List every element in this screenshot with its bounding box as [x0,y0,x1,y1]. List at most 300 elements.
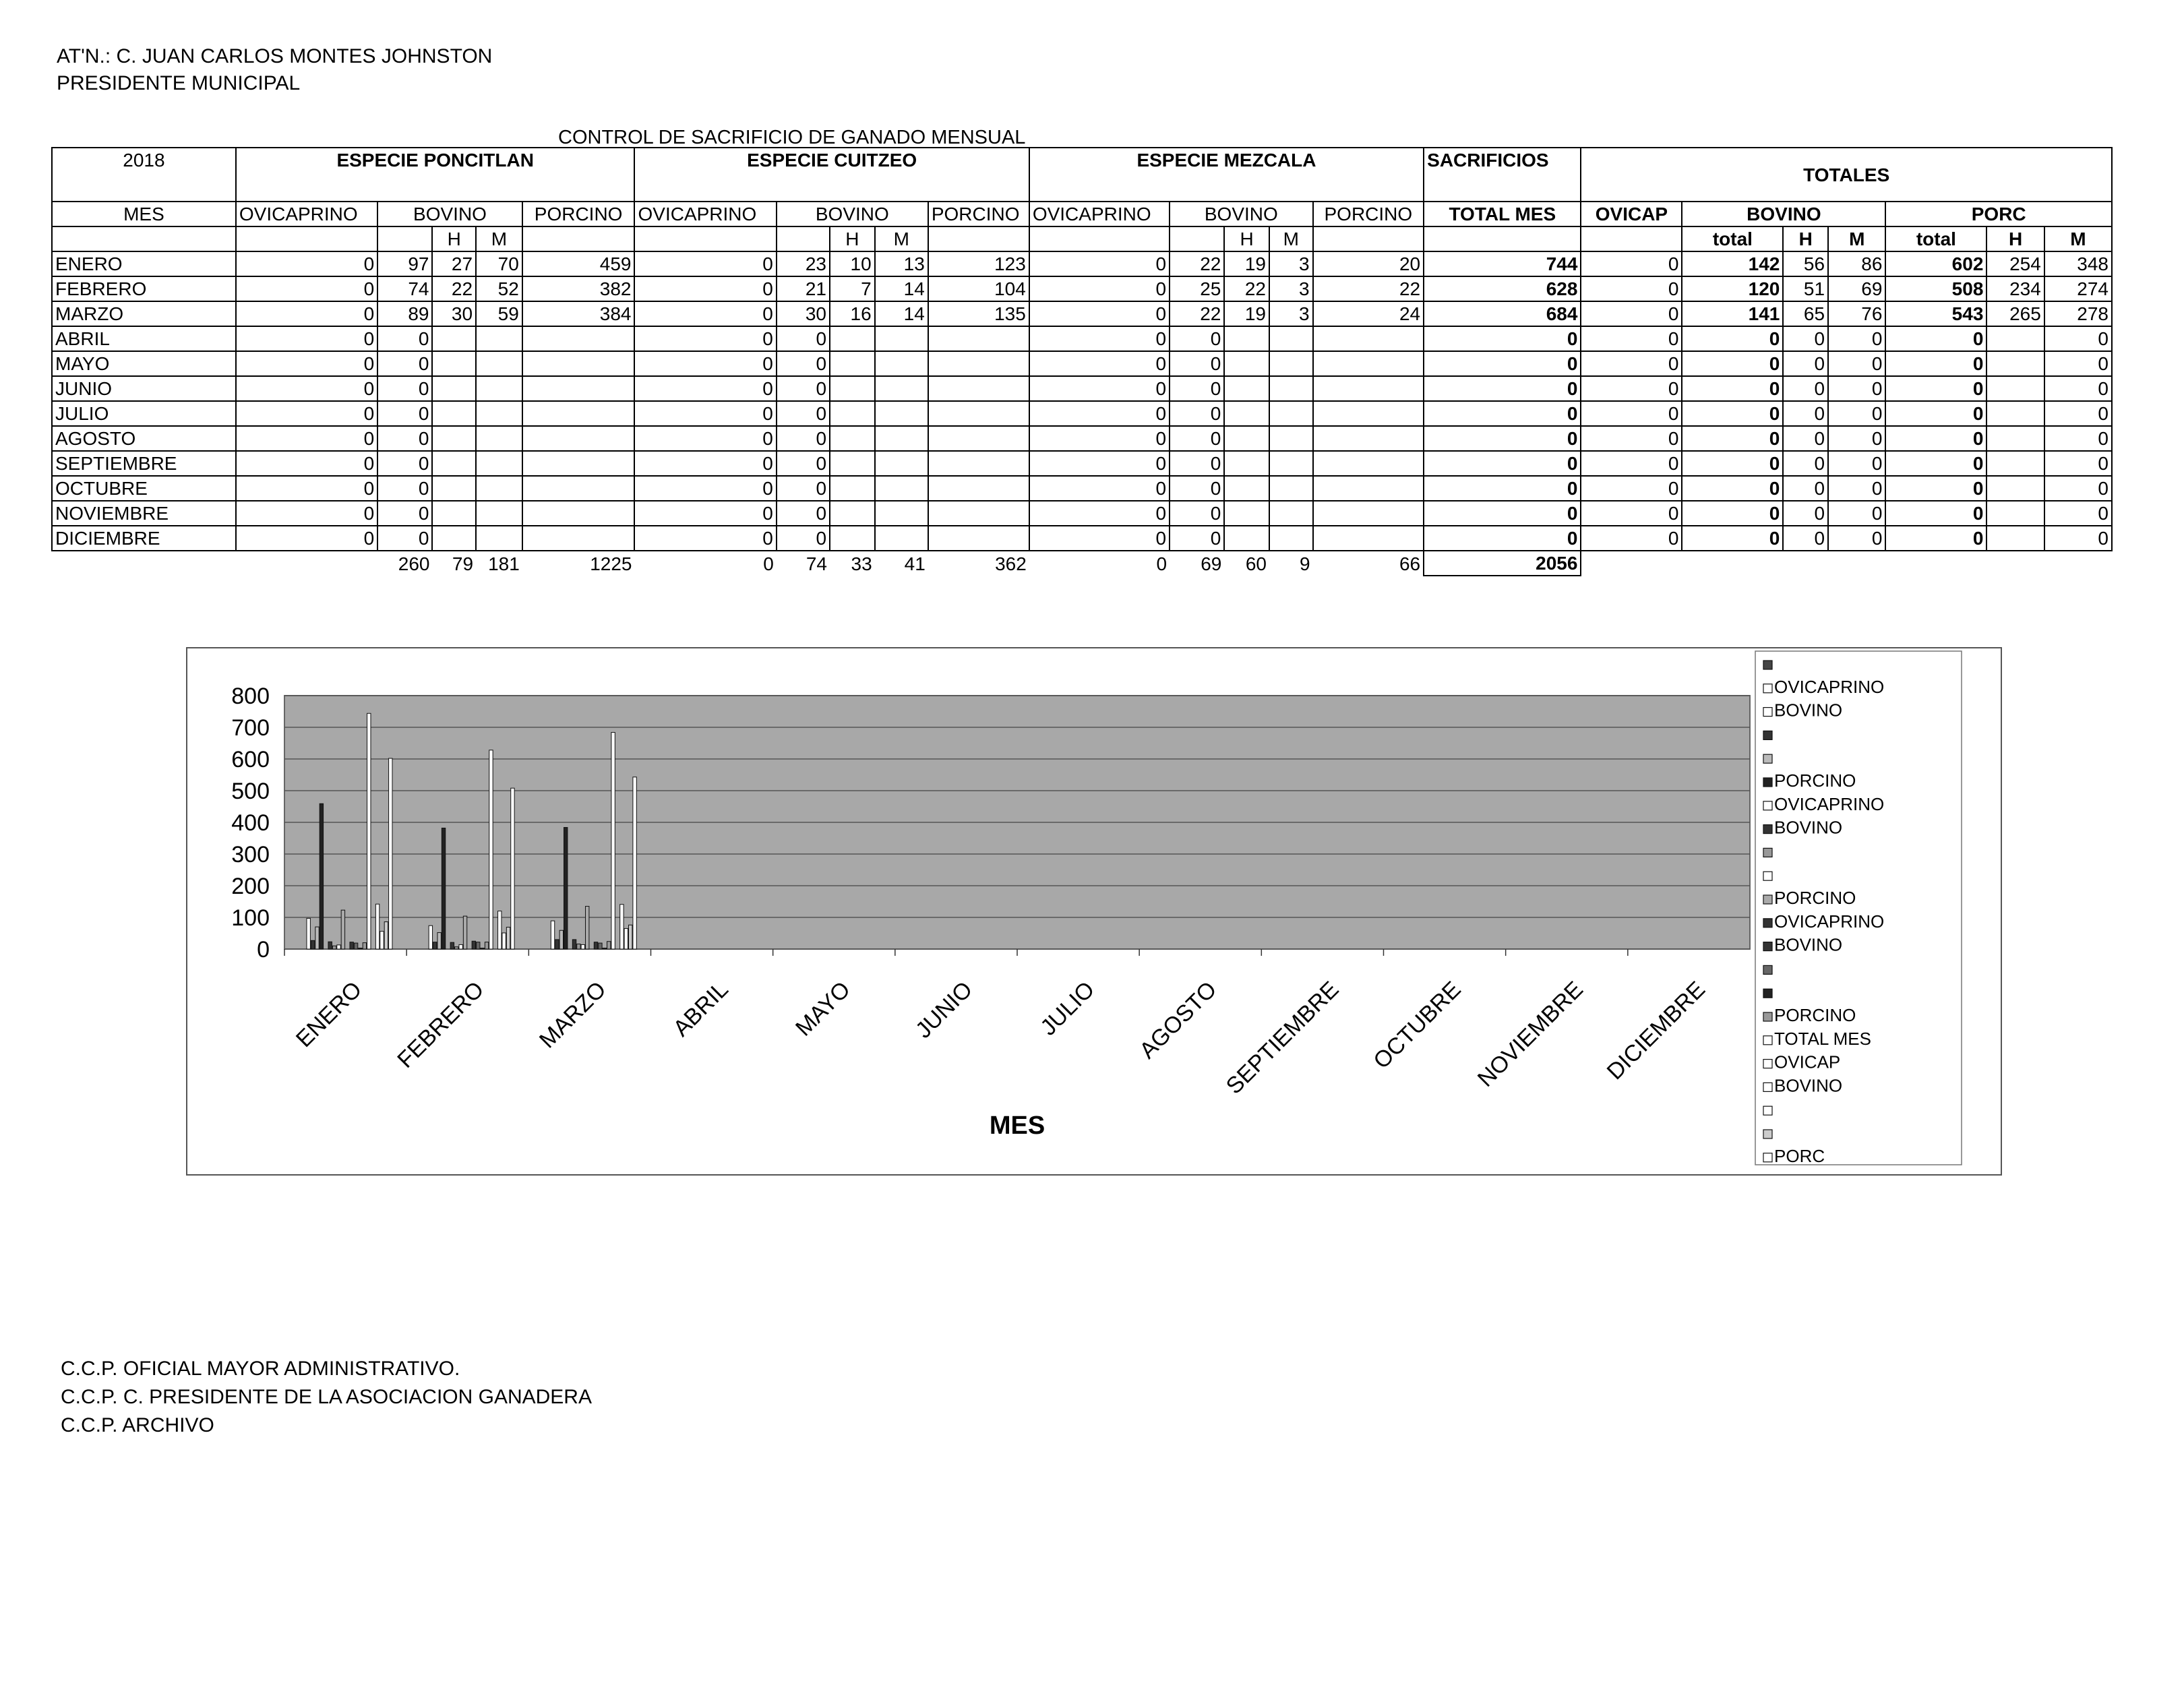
blank-cell [522,226,635,251]
value-cell [522,526,635,551]
x-axis-title: MES [989,1112,1045,1140]
value-cell: 30 [777,301,830,326]
value-cell: 0 [1581,276,1682,301]
value-cell: 0 [1828,351,1885,376]
sum-cell: 1225 [590,553,632,574]
value-cell: 120 [1682,276,1783,301]
bar [599,943,602,949]
value-cell: 0 [1682,501,1783,526]
value-cell: 70 [476,251,522,276]
value-cell: 0 [1581,501,1682,526]
value-cell [1313,326,1424,351]
bar [498,911,502,949]
value-cell: 234 [1986,276,2044,301]
legend-label: OVICAPRINO [1774,676,1885,697]
x-tick-label: OCTUBRE [1368,976,1466,1074]
m-header: M [1269,226,1313,251]
y-tick-label: 700 [231,715,270,741]
bar [594,942,597,949]
value-cell: 25 [1170,276,1224,301]
value-cell: 0 [1029,251,1170,276]
month-label: SEPTIEMBRE [52,451,236,476]
total-mes-header: TOTAL MES [1424,202,1581,226]
value-cell [1986,401,2044,426]
blank-cell [1783,551,1828,576]
attention-line: AT'N.: C. JUAN CARLOS MONTES JOHNSTON [57,45,493,67]
sacrificios-header: SACRIFICIOS [1424,148,1581,202]
value-cell: 0 [1424,401,1581,426]
value-cell: 0 [634,351,776,376]
value-cell: 0 [1828,326,1885,351]
value-cell [522,326,635,351]
value-cell: 0 [2044,326,2112,351]
value-cell [1986,476,2044,501]
value-cell: 0 [1783,351,1828,376]
value-cell [875,476,928,501]
bar [429,925,432,949]
value-cell [432,476,476,501]
value-cell [928,451,1029,476]
month-label: DICIEMBRE [52,526,236,551]
sum-cell: 66 [1399,553,1421,574]
value-cell: 0 [377,351,432,376]
x-tick-label: AGOSTO [1134,976,1222,1064]
value-cell: 104 [928,276,1029,301]
legend-label: BOVINO [1774,934,1843,955]
value-cell [1313,451,1424,476]
value-cell [476,501,522,526]
legend-label: BOVINO [1774,1075,1843,1096]
legend-swatch [1763,1036,1772,1045]
value-cell: 0 [1885,526,1986,551]
value-cell: 0 [1029,351,1170,376]
legend-label: PORCINO [1774,888,1856,908]
blank-cell [1828,551,1885,576]
value-cell [875,451,928,476]
value-cell [875,401,928,426]
value-cell: 348 [2044,251,2112,276]
table-row [52,401,2112,426]
value-cell [830,326,875,351]
blank-cell [1170,226,1224,251]
month-label: ABRIL [52,326,236,351]
value-cell [476,526,522,551]
value-cell [1224,501,1269,526]
h-header: H [432,226,476,251]
value-cell: 0 [1581,476,1682,501]
value-cell: 0 [236,476,377,501]
value-cell [928,376,1029,401]
value-cell: 0 [1424,476,1581,501]
value-cell: 0 [1170,376,1224,401]
value-cell [432,376,476,401]
value-cell: 16 [830,301,875,326]
position-line: PRESIDENTE MUNICIPAL [57,72,301,94]
value-cell: 0 [236,351,377,376]
value-cell: 0 [1581,526,1682,551]
value-cell: 0 [377,426,432,451]
value-cell [1986,451,2044,476]
value-cell [1224,326,1269,351]
legend-label: OVICAP [1774,1052,1841,1072]
legend-swatch [1763,684,1772,693]
value-cell [476,326,522,351]
legend-label: PORCINO [1774,1005,1856,1025]
legend-label: PORCINO [1774,770,1856,791]
y-tick-label: 100 [231,905,270,931]
bar [555,940,559,949]
totales-header: TOTALES [1581,148,2112,202]
value-cell: 27 [432,251,476,276]
value-cell: 0 [1783,326,1828,351]
x-tick-label: NOVIEMBRE [1472,976,1588,1092]
value-cell: 74 [377,276,432,301]
value-cell: 69 [1828,276,1885,301]
porcino-header: PORCINO [522,202,635,226]
value-cell [1269,476,1313,501]
value-cell [1269,376,1313,401]
legend-swatch [1763,919,1772,927]
value-cell: 0 [1029,326,1170,351]
blank-cell [1029,226,1170,251]
value-cell: 0 [1170,351,1224,376]
value-cell: 508 [1885,276,1986,301]
month-label: AGOSTO [52,426,236,451]
sum-cell: 69 [1201,553,1222,574]
bovino-header: BOVINO [377,202,522,226]
value-cell: 0 [236,326,377,351]
value-cell: 97 [377,251,432,276]
value-cell [1986,326,2044,351]
bar [633,777,636,949]
value-cell: 21 [777,276,830,301]
bovino-header: BOVINO [1170,202,1312,226]
bar [363,943,366,949]
blank-cell [236,551,377,576]
value-cell [1269,451,1313,476]
value-cell [1269,426,1313,451]
value-cell: 0 [1581,401,1682,426]
value-cell [875,426,928,451]
value-cell [1986,526,2044,551]
bar [442,828,445,949]
table-row [52,326,2112,351]
value-cell [476,351,522,376]
m-header: M [2044,226,2112,251]
value-cell: 0 [1170,326,1224,351]
value-cell: 0 [1783,501,1828,526]
value-cell: 0 [2044,376,2112,401]
value-cell: 51 [1783,276,1828,301]
sum-cell: 181 [488,553,520,574]
total-subheader: total [1885,226,1986,251]
value-cell: 0 [236,251,377,276]
bar [350,942,353,949]
bar [629,925,632,949]
blank-cell [52,551,236,576]
x-tick-label: DICIEMBRE [1602,976,1711,1085]
bar [359,948,362,949]
x-tick-label: JUNIO [911,976,978,1043]
blank-cell [1424,226,1581,251]
value-cell [522,451,635,476]
value-cell [1313,501,1424,526]
value-cell: 0 [1029,476,1170,501]
value-cell: 0 [1581,426,1682,451]
sum-cell: 0 [763,553,774,574]
value-cell: 0 [1029,301,1170,326]
blank-cell [1986,551,2044,576]
value-cell: 0 [634,376,776,401]
value-cell: 0 [1029,451,1170,476]
bar [572,940,576,949]
h-header: H [1986,226,2044,251]
legend-swatch [1763,872,1772,880]
value-cell [432,351,476,376]
legend-swatch [1763,754,1772,763]
h-header: H [830,226,875,251]
table-row [52,426,2112,451]
bar [459,944,462,949]
blank-cell [634,226,776,251]
value-cell [432,526,476,551]
value-cell: 142 [1682,251,1783,276]
value-cell: 0 [1424,501,1581,526]
value-cell: 0 [634,426,776,451]
legend-swatch [1763,801,1772,810]
value-cell: 0 [1828,451,1885,476]
table-row [52,351,2112,376]
bar [315,927,319,949]
value-cell: 0 [1581,376,1682,401]
value-cell: 86 [1828,251,1885,276]
ovicaprino-header: OVICAPRINO [236,202,377,226]
value-cell [476,401,522,426]
value-cell: 0 [1828,426,1885,451]
value-cell [476,451,522,476]
value-cell: 0 [1885,476,1986,501]
value-cell: 0 [777,326,830,351]
x-tick-label: ABRIL [668,976,733,1042]
species-header: ESPECIE MEZCALA [1029,148,1424,202]
value-cell: 19 [1224,301,1269,326]
value-cell: 0 [1783,526,1828,551]
legend-label: PORC [1774,1145,1825,1166]
table-row [52,476,2112,501]
value-cell [928,501,1029,526]
y-tick-label: 500 [231,779,270,804]
legend-swatch [1763,1106,1772,1115]
legend-swatch [1763,1060,1772,1068]
value-cell: 0 [1581,351,1682,376]
value-cell: 0 [777,476,830,501]
blank-cell [928,226,1029,251]
value-cell: 0 [777,426,830,451]
value-cell: 0 [236,276,377,301]
value-cell [522,501,635,526]
m-header: M [1828,226,1885,251]
value-cell [1313,526,1424,551]
value-cell: 52 [476,276,522,301]
month-label: MAYO [52,351,236,376]
value-cell [1224,451,1269,476]
value-cell: 14 [875,301,928,326]
value-cell: 0 [2044,501,2112,526]
value-cell: 0 [634,301,776,326]
legend-swatch [1763,708,1772,717]
value-cell: 0 [1170,451,1224,476]
value-cell: 0 [1581,326,1682,351]
value-cell: 76 [1828,301,1885,326]
value-cell: 0 [1828,501,1885,526]
value-cell [830,351,875,376]
bar [354,943,357,949]
value-cell: 23 [777,251,830,276]
sum-cell: 362 [995,553,1027,574]
legend-swatch [1763,1012,1772,1021]
value-cell: 0 [1170,501,1224,526]
bar [375,904,379,949]
bar [564,828,568,949]
bar [489,750,493,949]
value-cell [1224,426,1269,451]
value-cell [522,426,635,451]
value-cell: 0 [236,426,377,451]
value-cell [522,351,635,376]
bar [437,933,441,949]
value-cell: 0 [1029,276,1170,301]
blank-cell [1682,551,1783,576]
ccp-line-2: C.C.P. C. PRESIDENTE DE LA ASOCIACION GANADERA [61,1386,592,1408]
slaughter-table [51,147,2113,576]
value-cell: 3 [1269,301,1313,326]
value-cell [1269,501,1313,526]
value-cell: 22 [1170,251,1224,276]
h-header: H [1783,226,1828,251]
value-cell: 22 [1224,276,1269,301]
value-cell: 0 [377,451,432,476]
sum-cell: 33 [851,553,872,574]
value-cell: 459 [522,251,635,276]
blank-cell [52,226,236,251]
bar [603,948,606,949]
value-cell: 0 [1424,426,1581,451]
value-cell [522,476,635,501]
value-cell: 13 [875,251,928,276]
legend-label: BOVINO [1774,700,1843,721]
value-cell: 0 [634,501,776,526]
value-cell [830,451,875,476]
value-cell: 0 [1581,251,1682,276]
value-cell: 0 [1170,426,1224,451]
bar [551,921,554,949]
value-cell [1986,376,2044,401]
value-cell: 0 [1682,526,1783,551]
value-cell: 0 [1682,476,1783,501]
value-cell: 22 [1170,301,1224,326]
value-cell: 0 [777,401,830,426]
value-cell [1313,476,1424,501]
value-cell: 65 [1783,301,1828,326]
value-cell: 628 [1424,276,1581,301]
value-cell [432,501,476,526]
bar [511,788,514,949]
bar [624,928,628,949]
legend-swatch [1763,1083,1772,1091]
total-subheader: total [1682,226,1783,251]
value-cell: 0 [2044,451,2112,476]
legend-swatch [1763,1130,1772,1138]
value-cell: 59 [476,301,522,326]
ovicaprino-header: OVICAPRINO [634,202,776,226]
value-cell: 0 [377,326,432,351]
value-cell [875,376,928,401]
value-cell: 0 [2044,476,2112,501]
bar [455,947,458,949]
value-cell: 14 [875,276,928,301]
mes-header: MES [52,202,236,226]
value-cell: 0 [1424,451,1581,476]
value-cell [1313,376,1424,401]
bar [341,910,344,949]
bar [450,942,454,949]
legend-swatch [1763,778,1772,787]
porc-totals-header: PORC [1885,202,2112,226]
bar [433,942,437,949]
species-header: ESPECIE CUITZEO [634,148,1029,202]
table-row [52,501,2112,526]
value-cell [928,426,1029,451]
value-cell [1269,526,1313,551]
legend-swatch [1763,848,1772,857]
value-cell: 0 [1682,401,1783,426]
bar [577,944,580,949]
month-label: NOVIEMBRE [52,501,236,526]
bar [337,945,340,949]
value-cell: 0 [1885,376,1986,401]
value-cell: 0 [634,326,776,351]
value-cell: 0 [1885,426,1986,451]
legend-swatch [1763,989,1772,998]
legend-swatch [1763,942,1772,951]
legend-swatch [1763,895,1772,904]
value-cell: 0 [2044,426,2112,451]
value-cell: 0 [377,501,432,526]
blank-cell [1581,551,1682,576]
value-cell: 0 [1029,401,1170,426]
bar [607,942,611,949]
value-cell [928,476,1029,501]
x-tick-label: MAYO [791,976,855,1041]
value-cell [1313,401,1424,426]
bar [485,942,488,949]
table-row [52,526,2112,551]
value-cell: 0 [1170,476,1224,501]
value-cell [432,426,476,451]
value-cell: 0 [2044,526,2112,551]
value-cell: 0 [777,526,830,551]
value-cell [830,476,875,501]
bar [311,940,314,949]
legend-label: OVICAPRINO [1774,793,1885,814]
sum-cell: 0 [1156,553,1167,574]
value-cell: 3 [1269,276,1313,301]
sum-cell: 60 [1245,553,1267,574]
value-cell: 0 [1885,501,1986,526]
value-cell: 20 [1313,251,1424,276]
value-cell: 265 [1986,301,2044,326]
h-header: H [1224,226,1269,251]
